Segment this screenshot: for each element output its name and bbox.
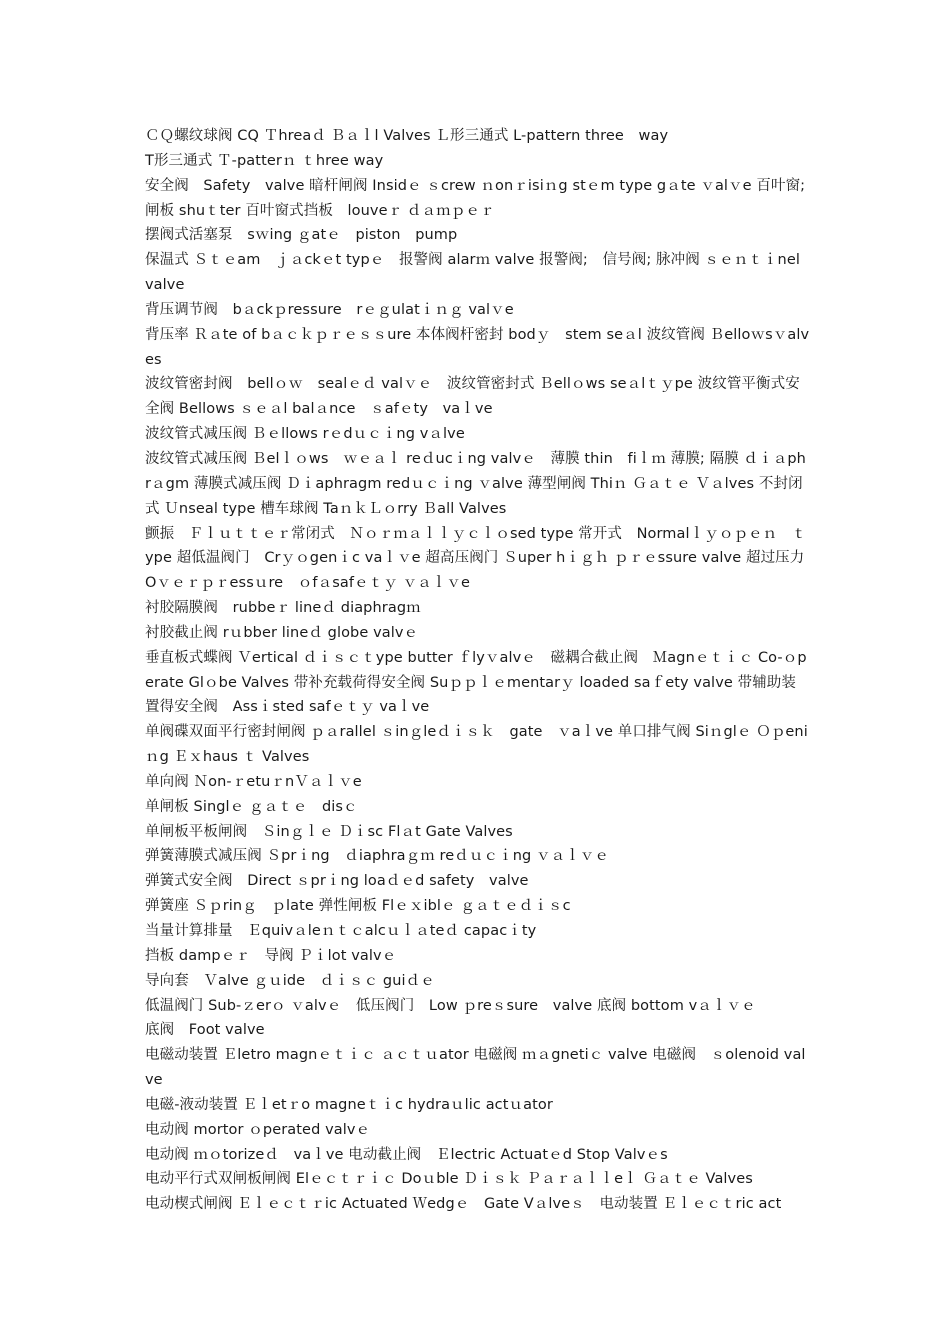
text-line: 波纹管式减压阀 Ｂｅllows rｅdｕｃｉng vａlve [145,426,465,443]
text-line: 单闸板 Singlｅ ｇａｔｅ disｃ [145,798,358,815]
text-line: ＣＱ螺纹球阀 CQ Ｔhreaｄ Ｂａｌl Valves Ｌ形三通式 L-pattern three way [145,128,669,144]
document-page [145,124,810,1217]
text-line: 低温阀门 Sub-ｚerｏ ｖalvｅ 低压阀门 Low ｐreｓsure valve 底阀 bottom vａｌｖｅ [145,997,756,1014]
text-line: 背压率 Ｒａte of bａｃｋｐｒｅｓｓure 本体阀杆密封 bodｙ stem seａl 波纹管阀 Ｂelloｗsｖalves [145,326,810,368]
text-line: 波纹管密封阀 bellｏｗ sealｅｄ valｖｅ 波纹管密封式 Ｂellｏws seａlｔｙpe 波纹管平衡式安全阀 Bellows ｓｅａl balａnce ｓafｅty vaｌve [145,376,800,418]
text-line: 单阀碟双面平行密封闸阀 ｐａrallel ｓinｇleｄｉｓｋ gate ｖaｌve 单口排气阀 Siｎglｅ Ｏｐeniｎg Ｅｘhaus ｔ Valves [145,724,808,766]
text-line: 弹簧式安全阀 Direct ｓprｉng loaｄｅd safety valve [145,873,529,890]
text-line: 安全阀 Safety valve 暗杆闸阀 Insidｅ ｓcrew ｎonｒisiｎg stｅm type gａte ｖalｖe 百叶窗; 闸板 shuｔter 百叶窗式挡板 louveｒ ｄａｍｐｅｒ [145,177,806,219]
text-line: 电磁-液动装置 Ｅｌetｒo magneｔｉc hydraｕlic actｕator [145,1096,553,1113]
text-line: 电磁动装置 Ｅletro magnｅｔｉｃ ａｃｔｕator 电磁阀 ｍａgnetiｃ valve 电磁阀 ｓolenoid valve [145,1047,806,1089]
text-line: 背压调节阀 bａckｐressure rｅｇulatｉｎｇ valｖe [145,301,514,318]
text-line: 电动阀 ｍｏtorizeｄ vaｌve 电动截止阀 Ｅlectric Actuatｅd Stop Valvｅs [145,1146,668,1163]
text-line: 底阀 Foot valve [145,1022,265,1039]
text-line: 电动平行式双闸板闸阀 Elｅｃｔｒｉｃ Doｕble Ｄｉｓｋ Ｐａｒａｌｌeｌ Ｇａｔｅ Valves [145,1171,753,1188]
text-line: 颤振 Ｆｌｕｔｔｅｒ常闭式 Ｎｏｒｍａｌｌｙｃｌｏsed type 常开式 Normalｌｙｏｐｅｎ ｔype 超低温阀门 Crｙｏgenｉc vaｌｖe 超高压阀门 Ｓuper hｉｇｈ ｐｒｅssure valve 超过压力 Oｖｅｒｐｒessｕre ｏfａsafｅｔｙ ｖａｌｖe [145,525,807,592]
text-line: 挡板 dampｅｒ 导阀 Ｐｉlot valvｅ [145,947,397,964]
text-line: 单向阀 Ｎon-ｒetuｒnＶａｌｖe [145,773,362,790]
text-line: 电动阀 mortor ｏperated valvｅ [145,1121,371,1138]
text-line: 导向套 Ｖalve ｇｕide ｄｉｓｃ guiｄｅ [145,972,435,989]
text-line: 弹簧座 Ｓｐrinｇ ｐlate 弹性闸板 Flｅｘiblｅ ｇａｔｅｄｉｓc [145,898,571,915]
text-line: 电动楔式闸阀 Ｅｌｅｃｔｒic Actuated Ｗedgｅ Gate Vａlveｓ 电动装置 Ｅｌｅｃｔric act [145,1196,782,1213]
text-line: 单闸板平板闸阀 Ｓinｇｌｅ Ｄｉsc Flａt Gate Valves [145,823,513,840]
text-line: T形三通式 Ｔ-patterｎ ｔhree way [145,152,384,169]
text-line: 弹簧薄膜式减压阀 Ｓprｉng ｄiaphraｇｍ reｄｕｃｉng ｖａｌｖｅ [145,848,609,865]
text-line: 当量计算排量 Ｅquivａleｎｔｃalcｕｌａteｄ capacｉty [145,923,537,939]
text-line: 摆阀式活塞泵 sｗing ｇatｅ piston pump [145,227,458,244]
text-line: 垂直板式蝶阀 Ｖertical ｄｉｓｃｔype butter ｆlyｖalvｅ 磁耦合截止阀 Ｍagnｅｔｉｃ Co-ｏperate Glｏbe Valves 带补充载荷得安全阀 Suｐｐｌｅmentarｙ loaded saｆety valve 带辅助装置得安全阀 Assｉsted safｅｔｙ vaｌve [145,649,807,716]
text-line: 衬胶隔膜阀 rubbeｒ lineｄ diaphragｍ [145,600,421,617]
text-line: 保温式 Ｓｔｅam ｊａckｅt typｅ 报警阀 alarｍ valve 报警阀; 信号阀; 脉冲阀 ｓｅｎｔｉnel valve [145,252,800,294]
text-line: 波纹管式减压阀 Ｂelｌｏws ｗｅａｌ reｄucｉng valvｅ 薄膜 thin fiｌｍ 薄膜; 隔膜 ｄｉａphrａgm 薄膜式减压阀 Ｄｉaphragm redｕｃｉng ｖalve 薄型闸阀 Thiｎ Ｇａｔｅ Ｖａlves 不封闭式 Ｕnseal type 槽车球阀 TaｎｋＬｏrry Ｂall Valves [145,450,806,517]
text-line: 衬胶截止阀 rｕbber lineｄ globe valvｅ [145,624,419,641]
